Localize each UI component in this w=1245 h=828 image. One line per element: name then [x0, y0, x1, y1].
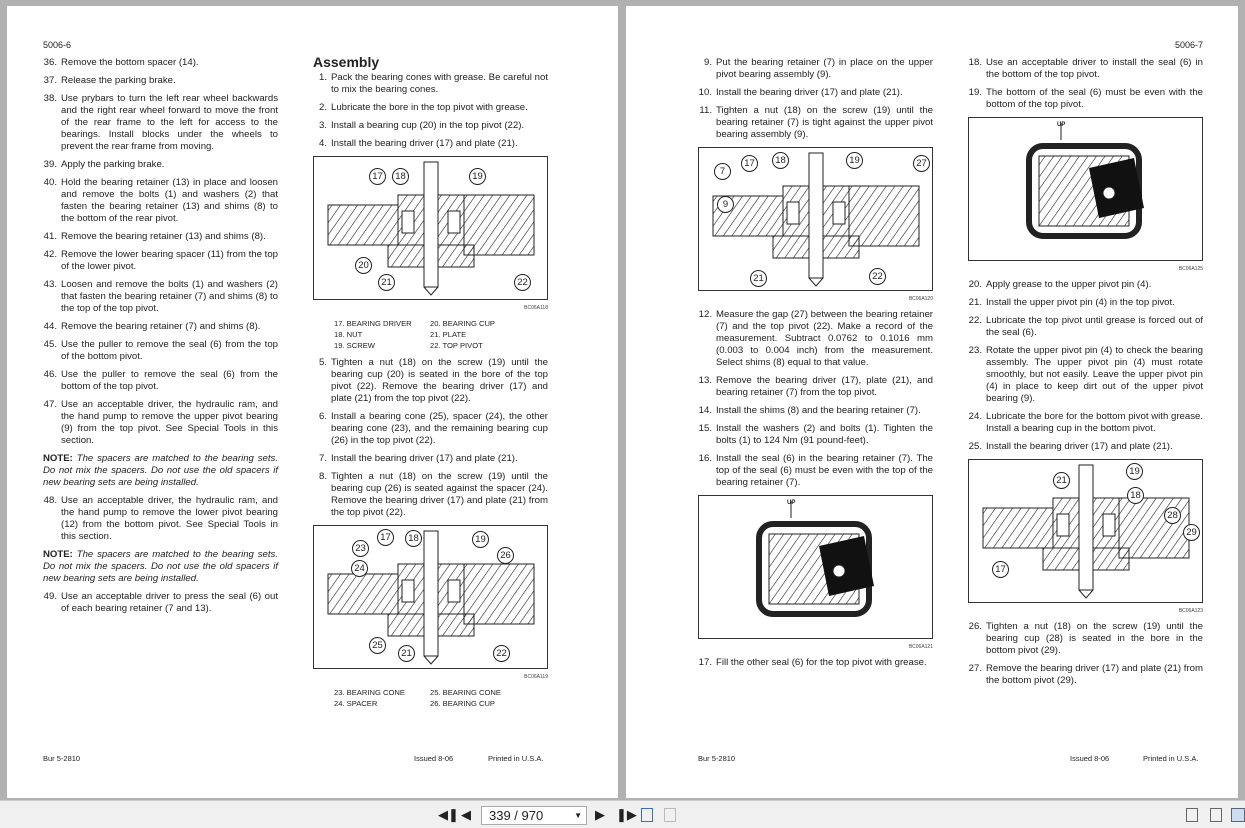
step-number: 43. — [43, 279, 57, 290]
step-number: 25. — [968, 441, 982, 452]
step-number: 37. — [43, 75, 57, 86]
callout-label: 19 — [472, 531, 489, 548]
step-item — [698, 375, 933, 399]
step-number: 11. — [699, 105, 712, 116]
page-number: 5006-7 — [1174, 40, 1203, 50]
step-number: 26. — [968, 621, 982, 632]
note-text: The spacers are matched to the bearing sets. Do not mix the spacers. Do not use the old spacers if new bearing sets are being installed. — [43, 549, 278, 584]
step-number: 23. — [968, 345, 982, 356]
step-item — [968, 315, 1203, 339]
step-number: 17. — [698, 657, 712, 668]
callout-label: 17 — [741, 155, 758, 172]
step-text: Tighten a nut (18) on the screw (19) until the bearing retainer (7) is tight against the upper pivot bearing assembly (9). — [716, 105, 933, 140]
step-number: 4. — [318, 138, 327, 149]
step-text: Install the seal (6) in the bearing retainer (7). The top of the seal (6) must be even with the top of the bearing retainer (7). — [716, 453, 933, 488]
step-text: Apply grease to the upper pivot pin (4). — [986, 279, 1152, 290]
step-number: 46. — [43, 369, 57, 380]
figure-illustration — [313, 525, 548, 669]
step-item — [43, 591, 278, 615]
callout-label: 22 — [514, 274, 531, 291]
step-text: Use the puller to remove the seal (6) from the top of the bottom pivot. — [61, 339, 278, 362]
chevron-down-icon[interactable]: ▼ — [574, 811, 582, 820]
legend-entry: 18. NUT — [334, 330, 363, 339]
callout-label: 23 — [352, 540, 369, 557]
callout-label: 21 — [398, 645, 415, 662]
figure-id: BC06A119 — [524, 674, 548, 680]
page-left — [7, 6, 618, 798]
callout-label: 18 — [772, 152, 789, 169]
last-page-icon[interactable]: ❚▶ — [616, 807, 637, 822]
callout-label: 27 — [913, 155, 930, 172]
step-number: 24. — [968, 411, 982, 422]
step-item — [43, 75, 278, 87]
callout-label: 18 — [392, 168, 409, 185]
column-right — [968, 57, 1203, 693]
step-number: 45. — [43, 339, 57, 350]
step-text: Remove the bearing driver (17) and plate (21) from the bottom pivot (29). — [986, 663, 1203, 686]
figure-id: BC06A121 — [908, 644, 933, 650]
callout-label: 21 — [1053, 472, 1070, 489]
step-number: 10. — [698, 87, 712, 98]
step-text: Install the bearing driver (17) and plate (21). — [331, 453, 518, 464]
step-text: Fill the other seal (6) for the top pivot with grease. — [716, 657, 927, 668]
step-text: Loosen and remove the bolts (1) and washers (2) that fasten the bearing retainer (7) and shims (8) to the top of the top pivot. — [61, 279, 278, 314]
step-number: 47. — [43, 399, 57, 410]
step-text: Use an acceptable driver to press the seal (6) out of each bearing retainer (7 and 13). — [61, 591, 278, 614]
step-text: Remove the bearing retainer (7) and shims (8). — [61, 321, 261, 332]
continuous-view-icon[interactable] — [1210, 808, 1222, 822]
step-text: Remove the bearing retainer (13) and shims (8). — [61, 231, 266, 242]
step-number: 38. — [43, 93, 57, 104]
step-text: Lubricate the bore for the bottom pivot with grease. Install a bearing cup in the bottom pivot. — [986, 411, 1203, 434]
footer-doc: Bur 5-2810 — [698, 754, 736, 763]
step-number: 19. — [968, 87, 982, 98]
step-number: 48. — [43, 495, 57, 506]
step-item — [43, 159, 278, 171]
callout-label: 22 — [869, 268, 886, 285]
step-text: Remove the lower bearing spacer (11) from the top of the lower pivot. — [61, 249, 278, 272]
step-item — [313, 72, 548, 96]
legend-entry: 23. BEARING CONE — [334, 688, 405, 697]
step-text: Install the shims (8) and the bearing retainer (7). — [716, 405, 921, 416]
step-number: 8. — [318, 471, 327, 482]
callout-label: 24 — [351, 560, 368, 577]
callout-label: 21 — [750, 270, 767, 287]
step-text: Use an acceptable driver, the hydraulic ram, and the hand pump to remove the upper pivot bearing (9) from the top pivot. See Special Tools in this section. — [61, 399, 278, 446]
figure-illustration — [313, 156, 548, 300]
footer-printed: Printed in U.S.A. — [1143, 754, 1199, 763]
callout-label: 25 — [369, 637, 386, 654]
step-item — [968, 279, 1203, 291]
step-item — [43, 177, 278, 225]
step-item — [698, 453, 933, 489]
step-text: Install the bearing driver (17) and plate (21). — [331, 138, 518, 149]
figure-legend — [313, 687, 548, 709]
step-number: 18. — [968, 57, 982, 68]
step-item — [968, 345, 1203, 405]
step-number: 44. — [43, 321, 57, 332]
first-page-icon[interactable]: ◀❚ — [438, 807, 459, 822]
step-item — [698, 57, 933, 81]
callout-label: 17 — [377, 529, 394, 546]
step-text: Lubricate the bore in the top pivot with grease. — [331, 102, 528, 113]
figure-illustration — [968, 117, 1203, 261]
viewer-toolbar — [0, 800, 1245, 828]
callout-label: 17 — [369, 168, 386, 185]
step-item — [43, 279, 278, 315]
step-number: 39. — [43, 159, 57, 170]
step-text: Put the bearing retainer (7) in place on the upper pivot bearing assembly (9). — [716, 57, 933, 80]
step-number: 14. — [698, 405, 712, 416]
footer-doc: Bur 5-2810 — [43, 754, 81, 763]
step-text: Install the upper pivot pin (4) in the top pivot. — [986, 297, 1175, 308]
step-text: Use an acceptable driver to install the seal (6) in the bottom of the top pivot. — [986, 57, 1203, 80]
legend-entry: 25. BEARING CONE — [430, 688, 501, 697]
step-item — [698, 405, 933, 417]
step-item — [43, 495, 278, 543]
step-number: 49. — [43, 591, 57, 602]
step-item — [698, 423, 933, 447]
step-text: The bottom of the seal (6) must be even with the bottom of the top pivot. — [986, 87, 1203, 110]
step-item — [698, 105, 933, 141]
step-number: 40. — [43, 177, 57, 188]
legend-entry: 24. SPACER — [334, 699, 378, 708]
callout-label: 7 — [714, 163, 731, 180]
step-text: Remove the bearing driver (17), plate (21), and bearing retainer (7) from the top pivot. — [716, 375, 933, 398]
callout-label: 18 — [1127, 487, 1144, 504]
step-text: Release the parking brake. — [61, 75, 176, 86]
step-number: 41. — [43, 231, 57, 242]
next-page-icon[interactable]: ▶ — [595, 807, 605, 822]
step-number: 16. — [698, 453, 712, 464]
callout-label: 20 — [355, 257, 372, 274]
step-item — [698, 87, 933, 99]
callout-label: 26 — [497, 547, 514, 564]
callout-label: 19 — [469, 168, 486, 185]
step-text: Pack the bearing cones with grease. Be careful not to mix the bearing cones. — [331, 72, 548, 95]
step-number: 3. — [318, 120, 327, 131]
callout-label: 22 — [493, 645, 510, 662]
step-item — [968, 441, 1203, 453]
single-page-view-icon[interactable] — [1186, 808, 1198, 822]
footer-issued: Issued 8-06 — [414, 754, 454, 763]
step-text: Install a bearing cone (25), spacer (24), the other bearing cone (23), and the remaining bearing cup (26) in the top pivot (22). — [331, 411, 548, 446]
step-item — [43, 369, 278, 393]
step-item — [313, 357, 548, 405]
step-number: 20. — [968, 279, 982, 290]
note-text: The spacers are matched to the bearing sets. Do not mix the spacers. Do not use the old spacers if new bearing sets are being installed. — [43, 453, 278, 488]
step-item — [43, 339, 278, 363]
callout-label: 18 — [405, 530, 422, 547]
step-item — [313, 453, 548, 465]
step-item — [43, 57, 278, 69]
step-item — [313, 120, 548, 132]
step-text: Install the bearing driver (17) and plate (21). — [716, 87, 903, 98]
step-item — [43, 321, 278, 333]
callout-label: 19 — [1126, 463, 1143, 480]
note-label: NOTE: — [43, 453, 73, 464]
figure-illustration — [698, 147, 933, 291]
column-left — [43, 57, 278, 621]
callout-label: 21 — [378, 274, 395, 291]
step-number: 21. — [968, 297, 982, 308]
legend-entry: 20. BEARING CUP — [430, 319, 495, 328]
step-number: 12. — [698, 309, 712, 320]
fit-page-icon[interactable] — [641, 808, 653, 822]
step-text: Hold the bearing retainer (13) in place and loosen and remove the bolts (1) and washers (2) that fasten the bearing retainer (13) and shims (8) to the bottom of the rear pivot. — [61, 177, 278, 224]
step-text: Use an acceptable driver, the hydraulic ram, and the hand pump to remove the lower pivot bearing (12) from the bottom pivot. See Special Tools in this section. — [61, 495, 278, 542]
column-left — [698, 57, 933, 675]
callout-label: 28 — [1164, 507, 1181, 524]
callout-label: 9 — [717, 196, 734, 213]
step-item — [698, 657, 933, 669]
figure-illustration — [968, 459, 1203, 603]
step-text: Remove the bottom spacer (14). — [61, 57, 199, 68]
legend-entry: 19. SCREW — [334, 341, 375, 350]
step-text: Install a bearing cup (20) in the top pivot (22). — [331, 120, 525, 131]
step-number: 7. — [318, 453, 327, 464]
two-page-view-icon[interactable] — [1231, 808, 1245, 822]
figure-id: BC06A120 — [908, 296, 933, 302]
figure-id: BC06A123 — [1178, 608, 1203, 614]
step-item — [698, 309, 933, 369]
callout-label: 29 — [1183, 524, 1200, 541]
step-number: 15. — [698, 423, 712, 434]
step-text: Install the bearing driver (17) and plate (21). — [986, 441, 1173, 452]
step-item — [43, 231, 278, 243]
step-item — [313, 102, 548, 114]
footer-printed: Printed in U.S.A. — [488, 754, 544, 763]
step-number: 9. — [703, 57, 712, 68]
page-number: 5006-6 — [43, 40, 72, 50]
step-item — [968, 663, 1203, 687]
step-item — [968, 87, 1203, 111]
column-right — [313, 56, 548, 715]
step-item — [313, 411, 548, 447]
step-number: 2. — [318, 102, 327, 113]
step-number: 22. — [968, 315, 982, 326]
figure-id: BC06A125 — [1178, 266, 1203, 272]
figure-legend — [313, 318, 548, 351]
legend-entry: 21. PLATE — [430, 330, 467, 339]
step-item — [968, 621, 1203, 657]
step-text: Install the washers (2) and bolts (1). Tighten the bolts (1) to 124 Nm (91 pound-feet). — [716, 423, 933, 446]
step-text: Tighten a nut (18) on the screw (19) until the bearing cup (20) is seated in the bore of the top pivot (22). Remove the bearing driver (17) and plate (21) from the top pivot (22). — [331, 357, 548, 404]
step-item — [968, 297, 1203, 309]
step-number: 42. — [43, 249, 57, 260]
step-item — [43, 93, 278, 153]
step-text: Apply the parking brake. — [61, 159, 165, 170]
step-text: Use prybars to turn the left rear wheel backwards and the right rear wheel forward to move the front of the rear frame to the left for access to the bearings. Install blocks under the wheels to prevent the rear frame from moving. — [61, 93, 278, 152]
step-text: Tighten a nut (18) on the screw (19) until the bearing cup (26) is seated against the spacer (24). Remove the bearing driver (17) and plate (21) from the top pivot (22). — [331, 471, 548, 518]
step-text: Use the puller to remove the seal (6) from the bottom of the top pivot. — [61, 369, 278, 392]
step-item — [968, 57, 1203, 81]
step-text: Tighten a nut (18) on the screw (19) until the bearing cup (28) is seated in the bore in the bottom pivot (29). — [986, 621, 1203, 656]
page-right — [626, 6, 1238, 798]
step-text: Rotate the upper pivot pin (4) to check the bearing assembly. The upper pivot pin (4) must rotate smoothly, but not easily. Leave the upper pivot pin (4) in place to keep dirt out of the upper pivot bearing (9). — [986, 345, 1203, 404]
step-number: 6. — [318, 411, 327, 422]
step-number: 27. — [968, 663, 982, 674]
footer-issued: Issued 8-06 — [1070, 754, 1110, 763]
step-number: 5. — [318, 357, 327, 368]
legend-entry: 22. TOP PIVOT — [430, 341, 483, 350]
fit-width-icon[interactable] — [664, 808, 676, 822]
page-number-input[interactable]: 339 / 970 ▼ — [481, 806, 587, 825]
step-item — [313, 471, 548, 519]
note-label: NOTE: — [43, 549, 73, 560]
previous-page-icon[interactable]: ◀ — [461, 807, 471, 822]
note — [43, 549, 278, 585]
up-label: UP — [1057, 122, 1066, 128]
figure-id: BC06A118 — [524, 305, 548, 311]
section-heading: Assembly — [313, 54, 380, 70]
callout-label: 19 — [846, 152, 863, 169]
figure-illustration — [698, 495, 933, 639]
callout-label: 17 — [992, 561, 1009, 578]
step-item — [43, 249, 278, 273]
legend-entry: 17. BEARING DRIVER — [334, 319, 412, 328]
step-text: Measure the gap (27) between the bearing retainer (7) and the top pivot (22). Make a record of the measurement. Subtract 0.0762 to 0.1016 mm (0.003 to 0.004 inch) from the measurement. Select shims (8) equal to that value. — [716, 309, 933, 368]
legend-entry: 26. BEARING CUP — [430, 699, 495, 708]
step-item — [43, 399, 278, 447]
up-label: UP — [787, 500, 796, 506]
note — [43, 453, 278, 489]
step-item — [313, 138, 548, 150]
step-item — [968, 411, 1203, 435]
step-number: 36. — [43, 57, 57, 68]
step-number: 1. — [318, 72, 327, 83]
step-text: Lubricate the top pivot until grease is forced out of the seal (6). — [986, 315, 1203, 338]
step-number: 13. — [698, 375, 712, 386]
